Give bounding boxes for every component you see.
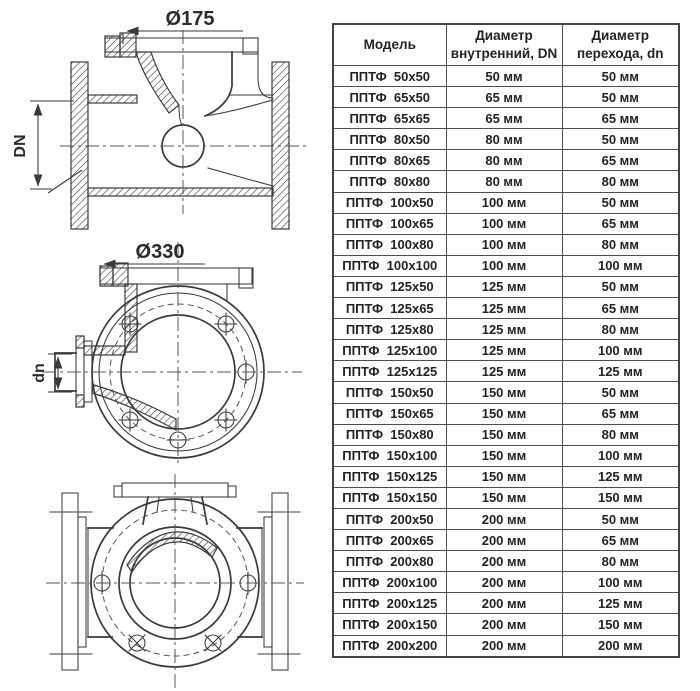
branch-wall-hatch [136, 52, 179, 113]
table-row [333, 382, 679, 403]
cell-inner-diameter: 125 мм [446, 319, 562, 340]
cell-model: ППТФ 125x125 [333, 361, 446, 382]
cell-model: ППТФ 200x50 [333, 508, 446, 529]
cell-transition-diameter: 50 мм [562, 382, 679, 403]
dim-label-d330: Ø330 [135, 241, 185, 263]
cell-model: ППТФ 150x80 [333, 424, 446, 445]
sv-top-flange-tab-r [228, 486, 236, 497]
cell-inner-diameter: 100 мм [446, 192, 562, 213]
cone-bottom-line [208, 168, 273, 186]
tv-flange-step [239, 268, 253, 288]
table-row [333, 361, 679, 382]
table-row [333, 234, 679, 255]
cell-model: ППТФ 200x200 [333, 635, 446, 657]
cell-model: ППТФ 125x65 [333, 298, 446, 319]
top-flange-hatch-2 [120, 33, 136, 57]
table-row [333, 213, 679, 234]
table-row [333, 530, 679, 551]
cell-transition-diameter: 100 мм [562, 340, 679, 361]
col-header-transition-diameter [562, 24, 679, 66]
cell-model: ППТФ 150x100 [333, 445, 446, 466]
cell-model: ППТФ 80x80 [333, 171, 446, 192]
table-row [333, 466, 679, 487]
front-section-view [12, 8, 306, 229]
cell-inner-diameter: 65 мм [446, 87, 562, 108]
spec-table-header [333, 24, 679, 66]
cell-transition-diameter: 50 мм [562, 66, 679, 87]
cell-model: ППТФ 200x65 [333, 530, 446, 551]
cell-model: ППТФ 100x50 [333, 192, 446, 213]
cell-inner-diameter: 125 мм [446, 340, 562, 361]
table-body [333, 66, 679, 657]
funnel-right-inner [205, 52, 232, 116]
cell-model: ППТФ 65x65 [333, 108, 446, 129]
cell-transition-diameter: 100 мм [562, 445, 679, 466]
bulb-left [179, 105, 183, 125]
table-row [333, 424, 679, 445]
cell-inner-diameter: 80 мм [446, 150, 562, 171]
cell-transition-diameter: 150 мм [562, 487, 679, 508]
cell-model: ППТФ 150x65 [333, 403, 446, 424]
cell-inner-diameter: 150 мм [446, 466, 562, 487]
cell-transition-diameter: 200 мм [562, 635, 679, 657]
cell-transition-diameter: 50 мм [562, 192, 679, 213]
cell-transition-diameter: 65 мм [562, 108, 679, 129]
dim-label-dn-upper: DN [12, 134, 29, 158]
cell-model: ППТФ 150x50 [333, 382, 446, 403]
table-row [333, 319, 679, 340]
cell-model: ППТФ 50x50 [333, 66, 446, 87]
cell-inner-diameter: 200 мм [446, 551, 562, 572]
table-row [333, 276, 679, 297]
dim-label-dn-lower: dn [31, 363, 48, 383]
cell-inner-diameter: 200 мм [446, 508, 562, 529]
sv-left-flange [62, 493, 78, 670]
header-row [333, 24, 679, 66]
cell-model: ППТФ 65x50 [333, 87, 446, 108]
cell-transition-diameter: 150 мм [562, 614, 679, 635]
table-row [333, 150, 679, 171]
cell-model: ППТФ 125x100 [333, 340, 446, 361]
cone-top-line [205, 100, 273, 116]
cell-inner-diameter: 125 мм [446, 298, 562, 319]
cell-model: ППТФ 200x80 [333, 551, 446, 572]
cell-transition-diameter: 65 мм [562, 298, 679, 319]
cell-inner-diameter: 200 мм [446, 572, 562, 593]
table-row [333, 508, 679, 529]
funnel-right-outer [258, 52, 273, 98]
sv-right-flange [272, 493, 288, 670]
cell-inner-diameter: 150 мм [446, 445, 562, 466]
cell-transition-diameter: 80 мм [562, 551, 679, 572]
cell-inner-diameter: 80 мм [446, 171, 562, 192]
cell-transition-diameter: 50 мм [562, 129, 679, 150]
table-row [333, 171, 679, 192]
cell-inner-diameter: 100 мм [446, 213, 562, 234]
table-row [333, 403, 679, 424]
table-row [333, 255, 679, 276]
cell-model: ППТФ 200x150 [333, 614, 446, 635]
cell-model: ППТФ 200x125 [333, 593, 446, 614]
cell-transition-diameter: 80 мм [562, 319, 679, 340]
cell-transition-diameter: 125 мм [562, 361, 679, 382]
table-row [333, 108, 679, 129]
tv-branch-top-wall [84, 346, 125, 355]
table-row [333, 66, 679, 87]
sv-left-flange-lip [78, 517, 86, 647]
cell-transition-diameter: 125 мм [562, 466, 679, 487]
header-line-2: внутренний, DN [450, 46, 558, 61]
cell-inner-diameter: 150 мм [446, 403, 562, 424]
cell-inner-diameter: 80 мм [446, 129, 562, 150]
cell-transition-diameter: 50 мм [562, 87, 679, 108]
cell-inner-diameter: 100 мм [446, 255, 562, 276]
cell-inner-diameter: 50 мм [446, 66, 562, 87]
cell-transition-diameter: 50 мм [562, 276, 679, 297]
cell-transition-diameter: 65 мм [562, 213, 679, 234]
cell-model: ППТФ 200x100 [333, 572, 446, 593]
table-row [333, 551, 679, 572]
tv-flange-hatch-2 [113, 263, 128, 286]
table-row [333, 487, 679, 508]
cell-model: ППТФ 100x80 [333, 234, 446, 255]
cell-model: ППТФ 125x80 [333, 319, 446, 340]
sv-neck-left [143, 497, 148, 524]
tv-branch-flange-hatch-top [76, 336, 84, 348]
sv-top-flange-tab-l [114, 486, 122, 497]
sv-neck-inner-r [191, 497, 193, 512]
cell-model: ППТФ 100x65 [333, 213, 446, 234]
cell-transition-diameter: 65 мм [562, 150, 679, 171]
cell-inner-diameter: 150 мм [446, 424, 562, 445]
cell-transition-diameter: 65 мм [562, 530, 679, 551]
cell-model: ППТФ 125x50 [333, 276, 446, 297]
table-row [333, 445, 679, 466]
cell-transition-diameter: 80 мм [562, 234, 679, 255]
cell-model: ППТФ 80x65 [333, 150, 446, 171]
cell-inner-diameter: 100 мм [446, 234, 562, 255]
sv-neck-inner-l [157, 497, 159, 512]
cell-transition-diameter: 125 мм [562, 593, 679, 614]
dim-label-d175: Ø175 [165, 8, 215, 30]
side-view [46, 474, 304, 688]
top-view [31, 241, 302, 465]
cell-model: ППТФ 150x125 [333, 466, 446, 487]
cell-model: ППТФ 150x150 [333, 487, 446, 508]
sv-neck-right [202, 497, 207, 524]
table-row [333, 87, 679, 108]
cell-inner-diameter: 125 мм [446, 276, 562, 297]
technical-drawings [0, 0, 330, 691]
cell-transition-diameter: 80 мм [562, 171, 679, 192]
col-header-model: Модель [333, 24, 446, 66]
tv-flange-hatch-1 [100, 266, 113, 286]
cell-model: ППТФ 100x100 [333, 255, 446, 276]
cell-transition-diameter: 80 мм [562, 424, 679, 445]
cell-inner-diameter: 125 мм [446, 361, 562, 382]
table-row [333, 635, 679, 657]
cell-inner-diameter: 200 мм [446, 614, 562, 635]
cell-inner-diameter: 65 мм [446, 108, 562, 129]
cell-inner-diameter: 200 мм [446, 635, 562, 657]
table-row [333, 298, 679, 319]
cell-model: ППТФ 80x50 [333, 129, 446, 150]
col-header-inner-diameter [446, 24, 562, 66]
cell-transition-diameter: 100 мм [562, 255, 679, 276]
sv-right-flange-lip [264, 517, 272, 647]
cell-transition-diameter: 100 мм [562, 572, 679, 593]
table-row [333, 129, 679, 150]
header-line-1: Диаметр [475, 28, 533, 44]
header-line-2: перехода, dn [576, 46, 664, 61]
cell-inner-diameter: 200 мм [446, 530, 562, 551]
body-bottom-wall [88, 188, 273, 196]
spec-table [332, 23, 680, 658]
tv-branch-flange-hatch-bottom [76, 395, 84, 407]
cell-inner-diameter: 200 мм [446, 593, 562, 614]
cell-inner-diameter: 150 мм [446, 382, 562, 403]
top-flange-hatch-1 [105, 36, 120, 57]
header-line-1: Диаметр [591, 28, 650, 44]
cell-transition-diameter: 50 мм [562, 508, 679, 529]
body-top-wall-left [88, 95, 137, 103]
cell-transition-diameter: 65 мм [562, 403, 679, 424]
cell-inner-diameter: 150 мм [446, 487, 562, 508]
table-row [333, 614, 679, 635]
table-row [333, 192, 679, 213]
table-row [333, 593, 679, 614]
table-row [333, 572, 679, 593]
table-row [333, 340, 679, 361]
